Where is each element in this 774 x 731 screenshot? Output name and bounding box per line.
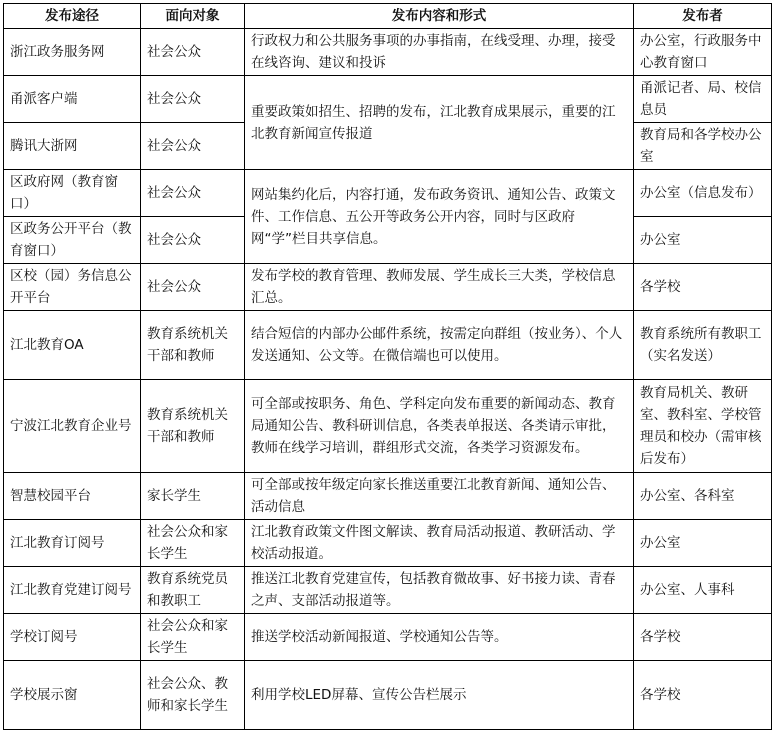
content-cell: 利用学校LED屏幕、宣传公告栏展示 [245,661,634,730]
publisher-cell: 各学校 [634,661,772,730]
publisher-cell: 教育局和各学校办公室 [634,123,772,170]
content-cell: 发布学校的教育管理、教师发展、学生成长三大类，学校信息汇总。 [245,264,634,311]
publisher-cell: 各学校 [634,264,772,311]
table-row [4,661,772,730]
document-page [3,3,771,730]
channel-cell: 区政务公开平台（教育窗口） [4,217,141,264]
audience-cell: 教育系统党员和教职工 [141,567,245,614]
channel-cell: 区校（园）务信息公开平台 [4,264,141,311]
publisher-cell: 办公室 [634,520,772,567]
content-cell: 结合短信的内部办公邮件系统，按需定向群组（按业务）、个人发送通知、公文等。在微信端也可以使用。 [245,311,634,380]
channel-cell: 江北教育党建订阅号 [4,567,141,614]
audience-cell: 社会公众和家长学生 [141,614,245,661]
channel-cell: 区政府网（教育窗口） [4,170,141,217]
audience-cell: 社会公众 [141,264,245,311]
table-row [4,76,772,123]
table-row [4,520,772,567]
publisher-cell: 办公室、人事科 [634,567,772,614]
publisher-cell: 教育系统所有教职工（实名发送） [634,311,772,380]
table-row [4,311,772,380]
table-row [4,29,772,76]
publisher-cell: 甬派记者、局、校信息员 [634,76,772,123]
audience-cell: 教育系统机关干部和教师 [141,380,245,473]
content-cell: 网站集约化后，内容打通，发布政务资讯、通知公告、政策文件、工作信息、五公开等政务公开内容，同时与区政府网“学”栏目共享信息。 [245,170,634,264]
table-row [4,473,772,520]
audience-cell: 家长学生 [141,473,245,520]
header-channel: 发布途径 [4,4,141,29]
channel-cell: 浙江政务服务网 [4,29,141,76]
channel-cell: 腾讯大浙网 [4,123,141,170]
header-row [4,4,772,29]
header-audience: 面向对象 [141,4,245,29]
audience-cell: 社会公众 [141,123,245,170]
table-row [4,170,772,217]
channel-cell: 智慧校园平台 [4,473,141,520]
table-row [4,567,772,614]
channel-cell: 学校订阅号 [4,614,141,661]
channel-cell: 甬派客户端 [4,76,141,123]
audience-cell: 社会公众 [141,170,245,217]
audience-cell: 社会公众 [141,29,245,76]
header-content: 发布内容和形式 [245,4,634,29]
header-publisher: 发布者 [634,4,772,29]
content-cell: 重要政策如招生、招聘的发布，江北教育成果展示，重要的江北教育新闻宣传报道 [245,76,634,170]
content-cell: 可全部或按职务、角色、学科定向发布重要的新闻动态、教育局通知公告、教科研训信息，各类表单报送、各类请示审批，教师在线学习培训，群组形式交流，各类学习资源发布。 [245,380,634,473]
publisher-cell: 各学校 [634,614,772,661]
channel-cell: 江北教育订阅号 [4,520,141,567]
publication-channels-table [3,3,772,730]
publisher-cell: 教育局机关、教研室、教科室、学校管理员和校办（需审核后发布） [634,380,772,473]
content-cell: 江北教育政策文件图文解读、教育局活动报道、教研活动、学校活动报道。 [245,520,634,567]
publisher-cell: 办公室、各科室 [634,473,772,520]
audience-cell: 教育系统机关干部和教师 [141,311,245,380]
channel-cell: 江北教育OA [4,311,141,380]
publisher-cell: 办公室 [634,217,772,264]
content-cell: 推送学校活动新闻报道、学校通知公告等。 [245,614,634,661]
audience-cell: 社会公众 [141,76,245,123]
table-row [4,264,772,311]
audience-cell: 社会公众 [141,217,245,264]
channel-cell: 学校展示窗 [4,661,141,730]
table-row [4,380,772,473]
publisher-cell: 办公室（信息发布） [634,170,772,217]
table-row [4,614,772,661]
channel-cell: 宁波江北教育企业号 [4,380,141,473]
content-cell: 推送江北教育党建宣传，包括教育微故事、好书接力读、青春之声、支部活动报道等。 [245,567,634,614]
audience-cell: 社会公众、教师和家长学生 [141,661,245,730]
publisher-cell: 办公室，行政服务中心教育窗口 [634,29,772,76]
audience-cell: 社会公众和家长学生 [141,520,245,567]
content-cell: 可全部或按年级定向家长推送重要江北教育新闻、通知公告、活动信息 [245,473,634,520]
content-cell: 行政权力和公共服务事项的办事指南，在线受理、办理，接受在线咨询、建议和投诉 [245,29,634,76]
